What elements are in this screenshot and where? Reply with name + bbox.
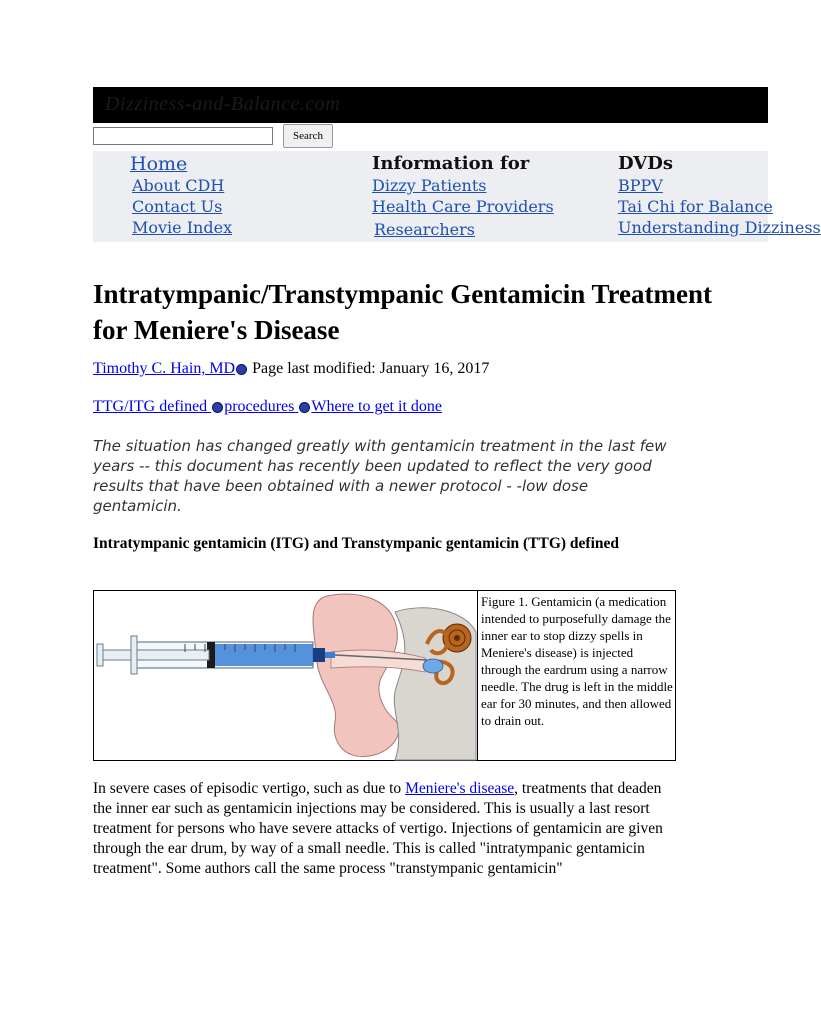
search-input[interactable]: [93, 127, 273, 145]
author-link[interactable]: Timothy C. Hain, MD: [93, 360, 236, 377]
link-menieres-disease[interactable]: Meniere's disease: [405, 780, 515, 797]
figure-table: [93, 590, 676, 761]
nav-dizzy-patients[interactable]: Dizzy Patients: [372, 176, 487, 195]
nav-header-information: Information for: [372, 153, 530, 174]
search-button[interactable]: Search: [283, 124, 333, 148]
figure-divider: [477, 591, 478, 760]
author-line: [93, 360, 489, 378]
syringe-ear-illustration: [95, 592, 476, 760]
nav-about[interactable]: About CDH: [132, 176, 225, 195]
bullet-icon: [212, 402, 223, 413]
nav-menu: [93, 151, 821, 242]
figure-caption: Figure 1. Gentamicin (a medication intended to purposefully damage the inner ear to stop dizzy spells in Meniere's disease) is injected through the eardrum using a narrow needle. The drug is left in the middle ear for 30 minutes, and then allowed to drain out.: [481, 594, 673, 728]
site-title[interactable]: Dizziness-and-Balance.com: [105, 93, 341, 115]
nav-movie-index[interactable]: Movie Index: [132, 218, 233, 237]
site-banner: [93, 87, 768, 123]
nav-researchers[interactable]: Researchers: [374, 220, 475, 239]
bullet-icon: [299, 402, 310, 413]
section-heading: Intratympanic gentamicin (ITG) and Transtympanic gentamicin (TTG) defined: [93, 535, 620, 552]
page-title: Intratympanic/Transtympanic Gentamicin Treatment for Meniere's Disease: [93, 279, 712, 345]
para-text-1: In severe cases of episodic vertigo, such as due to: [93, 780, 406, 797]
section-links: [93, 398, 442, 416]
link-ttg-itg-defined[interactable]: TTG/ITG defined: [93, 398, 212, 415]
nav-home[interactable]: Home: [130, 153, 188, 175]
last-modified: Page last modified: January 16, 2017: [252, 360, 490, 377]
nav-bppv[interactable]: BPPV: [618, 176, 663, 195]
intro-paragraph: The situation has changed greatly with gentamicin treatment in the last few years -- this document has recently been updated to reflect the very good results that have been obtained with a newer protocol - -low dose gentamicin.: [93, 437, 667, 515]
para-text-2: , treatments that deaden the inner ear such as gentamicin injections may be considered. This is usually a last resort treatment for persons who have severe attacks of vertigo. Injections of gentamicin are given through the ear drum, by way of a small needle. This is called "intratympanic gentamicin treatment". Some authors call the same process "transtympanic gentamicin": [93, 780, 663, 877]
nav-contact[interactable]: Contact Us: [132, 197, 223, 216]
nav-health-care-providers[interactable]: Health Care Providers: [372, 197, 554, 216]
body-paragraph: [93, 779, 663, 879]
bullet-icon: [236, 364, 247, 375]
nav-tai-chi[interactable]: Tai Chi for Balance: [618, 197, 773, 216]
link-procedures[interactable]: procedures: [224, 398, 299, 415]
link-where-to-get-it-done[interactable]: Where to get it done: [311, 398, 442, 415]
nav-header-dvds: DVDs: [618, 153, 674, 174]
nav-understanding-dizziness[interactable]: Understanding Dizziness: [618, 218, 821, 237]
